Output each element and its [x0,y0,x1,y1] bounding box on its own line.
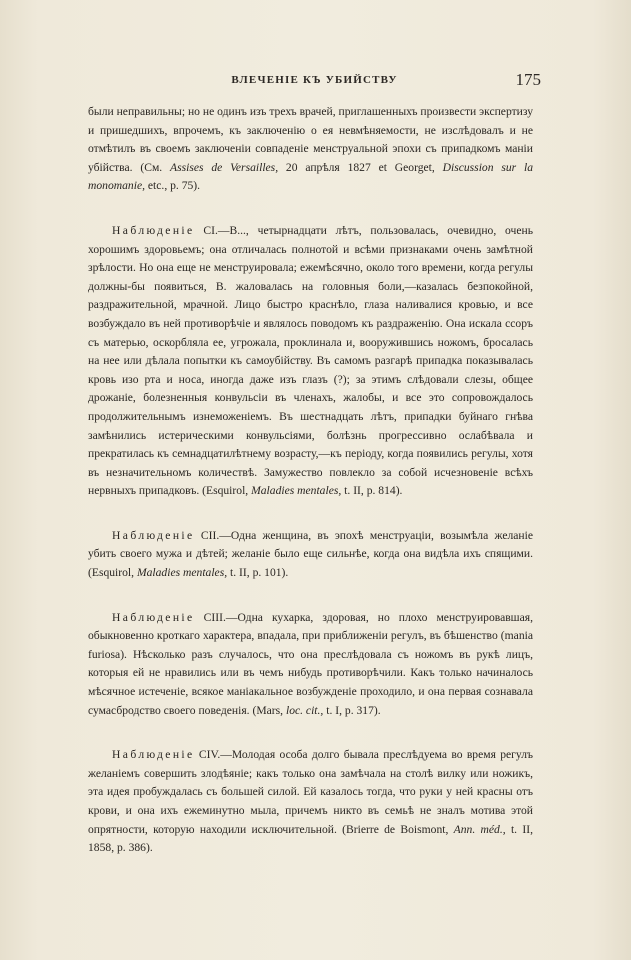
intro-citation-tail: etc., p. 75). [147,179,201,193]
body-text [88,103,533,858]
observation-citation-title: Ann. méd., [453,822,506,836]
observation-citation-tail: t. II, p. 101). [230,566,289,580]
intro-citation-title: Assises de Versailles, [170,160,279,174]
observation-ciii [88,609,533,721]
intro-paragraph [88,103,533,196]
intro-citation-date: 20 апрѣля 1827 et Georget, [285,160,435,174]
running-title: ВЛЕЧЕНІЕ КЪ УБИЙСТВУ [231,74,398,86]
observation-lead: Наблюденіе [112,610,195,624]
observation-citation-tail: t. II, 1858, p. 386). [88,822,533,855]
observation-lead: Наблюденіе [112,223,195,237]
observation-cii [88,527,533,583]
intro-citation-work: Discussion sur la monomanie, [88,160,533,193]
observation-civ [88,746,533,858]
observation-citation-title: loc. cit., [285,703,324,717]
observation-citation-tail: t. II, p. 814). [344,484,403,498]
observation-text: CIII.—Одна кухарка, здоровая, но плохо менструировавшая, обыкновенно кроткаго характера, впадала, при приближеніи регулъ, въ бѣшенство (mania furiosa). Нѣсколько разъ случалось, что она преслѣдовала съ ножомъ въ рукѣ лицъ, которыя ей не нравились или въ чемъ нибудь противорѣчили. Какъ только начиналось мѣсячное истеченіе, всякое маніакальное возбужденіе проходило, и она первая сознавала сумасбродство своего поведенія. (Mars, [88,610,533,717]
observation-citation-title: Maladies mentales, [251,484,342,498]
observation-citation-title: Maladies mentales, [136,566,228,580]
observation-text: CII.—Одна женщина, въ эпохѣ менструаціи, возымѣла желаніе убить своего мужа и дѣтей; желаніе было еще сильнѣе, когда она видѣла ихъ спящими. (Esquirol, [88,528,533,580]
page-header [88,70,541,94]
observation-citation-tail: t. I, p. 317). [326,703,381,717]
page-number: 175 [515,70,541,89]
observation-text: CI.—В..., четырнадцати лѣтъ, пользовалась, очевидно, очень хорошимъ здоровьемъ; она отличалась полнотой и всѣми признаками очень замѣтной зрѣлости. Но она еще не менструировала; ежемѣсячно, около того времени, когда регулы должны-бы появиться, В. жаловалась на головныя боли,—казалась безпокойной, раздражительной, мрачной. Лицо быстро краснѣло, глаза наливалися кровью, и все возбуждало въ ней противорѣчіе и являлось поводомъ къ раздраженію. Она искала ссоръ съ матерью, оскорбляла ее, угрожала, проклинала и, вооружившись ножомъ, бросалась на нее или дѣлала попытки къ самоубійству. Въ самомъ разгарѣ припадка показывалась кровь изо рта и носа, иногда даже изъ глазъ (?); за этимъ слѣдовали слезы, общее дрожаніе, болезненныя конвульсіи въ членахъ, жалобы, и все это сопровождалось продолжительнымъ изнеможеніемъ. Въ шестнадцать лѣтъ, припадки буйнаго гнѣва замѣнились истерическими конвульсіями, болѣзнь прогрессивно ослабѣвала и прекратилась къ семнадцатилѣтнему возрасту,—къ періоду, когда появились регулы, хотя въ незначительномъ количествѣ. Замужество повлекло за собой исчезновеніе всѣхъ нервныхъ припадковъ. (Esquirol, [88,223,533,498]
observation-lead: Наблюденіе [112,528,195,542]
observation-text: CIV.—Молодая особа долго бывала преслѣдуема во время регулъ желаніемъ совершить злодѣяніе; какъ только она замѣчала на столѣ вилку или ножикъ, эта идея пробуждалась съ большей силой. Ей казалось тогда, что руки у ней красны отъ крови, и она ихъ ежеминутно мыла, причемъ никто въ семьѣ не зналъ мотива этой опрятности, которую находили исключительной. (Brierre de Boismont, [88,748,533,836]
observation-lead: Наблюденіе [112,748,195,762]
intro-text: были неправильны; но не одинъ изъ трехъ врачей, приглашенныхъ произвести экспертизу и пришедшихъ, впрочемъ, къ заключенію о ея невмѣняемости, не изслѣдовалъ и не отмѣтилъ въ своемъ заключеніи совпаденіе менструальной эпохи съ припадкомъ маніи убійства. (См. [88,105,533,174]
observation-ci [88,222,533,501]
